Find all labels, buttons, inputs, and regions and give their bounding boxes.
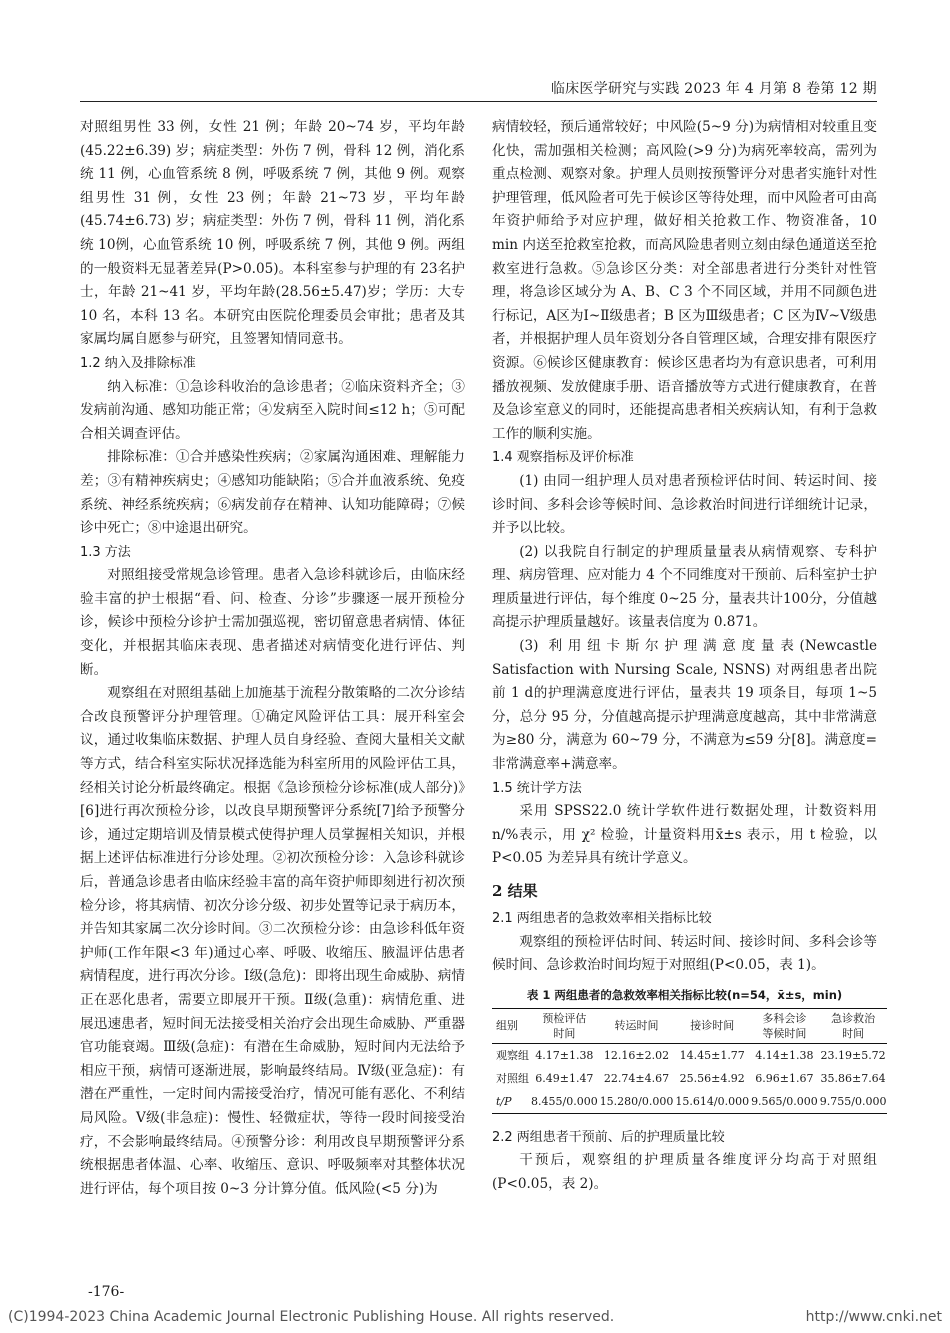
paragraph: 观察组在对照组基础上加施基于流程分散策略的二次分诊结合改良预警评分护理管理。①确定风险评估工具：展开科室会议，通过收集临床数据、护理人员自身经验、查阅大量相关文献等方式，结合科室实际状况择选能为科室所用的风险评估工具，经相关讨论分析最终确定。根据《急诊预检分诊标准(成人部分)》[6]进行再次预检分诊，以改良早期预警评分系统[7]给予预警分诊，通过定期培训及情景模式使得护理人员掌握相关知识，并根据上述评估标准进行分诊处理。②初次预检分诊：入急诊科就诊后，普通急诊患者由临床经验丰富的高年资护师即刻进行初次预检分诊，将其病情、初次分诊分级、初步处置等记录于病历本，并告知其家属二次分诊时间。③二次预检分诊：由急诊科低年资护师(工作年限<3 年)通过心率、呼吸、收缩压、腋温评估患者病情程度，进行再次分诊。Ⅰ级(急危)：即将出现生命威胁、病情正在恶化患者，需要立即展开干预。Ⅱ级(急重)：病情危重、进展迅速患者，短时间无法接受相关治疗会出现生命威胁、严重器官功能衰竭。Ⅲ级(急症)：有潜在生命威胁，短时间内无法给予相应干预，病情可逐渐进展，影响最终结局。Ⅳ级(亚急症)：有潜在严重性，一定时间内需接受治疗，情况可能有恶化、不利结局风险。Ⅴ级(非急症)：慢性、轻微症状，等待一段时间接受治疗，不会影响最终结局。④预警分诊：利用改良早期预警评分系统根据患者体温、心率、收缩压、意识、呼吸频率对其整体状况进行评估，每个项目按 0~3 分计算分值。低风险(<5 分)为: [80, 685, 465, 1197]
section-heading-2-2: 2.2 两组患者干预前、后的护理质量比较: [492, 1129, 725, 1145]
copyright-notice: (C)1994-2023 China Academic Journal Electronic Publishing House. All rights reserved.: [8, 1309, 615, 1325]
table-cell: 12.16±2.02: [603, 1048, 670, 1062]
table-cell: 8.455/0.000: [530, 1090, 599, 1114]
table-row: [492, 1090, 887, 1114]
table-row: [492, 1043, 887, 1067]
paragraph: 观察组的预检评估时间、转运时间、接诊时间、多科会诊等候时间、急诊救治时间均短于对照组(P<0.05，表 1)。: [492, 933, 877, 974]
table-cell: 23.19±5.72: [820, 1048, 886, 1062]
table-header-cell: 多科会诊 等候时间: [750, 1008, 819, 1043]
table-cell: 对照组: [496, 1071, 529, 1085]
table-header-cell: 转运时间: [599, 1008, 675, 1043]
paragraph: 对照组男性 33 例，女性 21 例；年龄 20~74 岁，平均年龄(45.22±6.39) 岁；病症类型：外伤 7 例，骨科 12 例，消化系统 11 例，心血管系统 8 例，呼吸系统 7 例，其他 9 例。观察组男性 31 例，女性 23 例；年龄 21~73 岁，平均年龄(45.74±6.73) 岁；病症类型：外伤 7 例，骨科 11 例，消化系统 10例，心血管系统 10 例，呼吸系统 7 例，其他 9 例。两组的一般资料无显著差异(P>0.05)。本科室参与护理的有 23名护士，年龄 21~41 岁，平均年龄(28.56±5.47)岁；学历：大专 10 名，本科 13 名。本研究由医院伦理委员会审批；患者及其家属均属自愿参与研究，且签署知情同意书。: [80, 119, 465, 348]
table-cell: 6.96±1.67: [755, 1071, 814, 1085]
section-heading-1-2: 1.2 纳入及排除标准: [80, 355, 196, 371]
table-header-cell: 组别: [492, 1008, 530, 1043]
table-cell: 9.755/0.000: [819, 1090, 888, 1114]
section-heading-2-1: 2.1 两组患者的急救效率相关指标比较: [492, 911, 712, 926]
paragraph: 采用 SPSS22.0 统计学软件进行数据处理，计数资料用 n/%表示，用 χ² 检验，计量资料用x̄±s 表示，用 t 检验，以 P<0.05 为差异具有统计学意义。: [492, 803, 877, 867]
paragraph: (2) 以我院自行制定的护理质量量表从病情观察、专科护理、病房管理、应对能力 4 个不同维度对干预前、后科室护士护理质量进行评估，每个维度 0~25 分，量表共计100分，分值越高提示护理质量越好。该量表信度为 0.871。: [492, 543, 877, 631]
table-header-cell: 急诊救治 时间: [819, 1008, 888, 1043]
data-table: [492, 1008, 887, 1114]
paragraph: 排除标准：①合并感染性疾病；②家属沟通困难、理解能力差；③有精神疾病史；④感知功能缺陷；⑤合并血液系统、免疫系统、神经系统疾病；⑥病发前存在精神、认知功能障碍；⑦候诊中死亡；⑧中途退出研究。: [80, 449, 465, 537]
footer-link[interactable]: http://www.cnki.net: [805, 1309, 942, 1325]
table-cell: 15.280/0.000: [599, 1090, 675, 1114]
table-cell: 观察组: [496, 1048, 529, 1062]
table-cell: 4.17±1.38: [535, 1048, 594, 1062]
table-cell: 14.45±1.77: [679, 1048, 745, 1062]
left-column: [80, 116, 465, 1201]
page-number: -176-: [88, 1284, 125, 1300]
table-cell: 6.49±1.47: [535, 1071, 594, 1085]
table-cell: 9.565/0.000: [750, 1090, 819, 1114]
section-heading-2: 2 结果: [492, 882, 538, 900]
table-row: [492, 1067, 887, 1090]
table-cell: 4.14±1.38: [755, 1048, 814, 1062]
header-rule: [80, 101, 877, 102]
paragraph: 纳入标准：①急诊科收治的急诊患者；②临床资料齐全；③发病前沟通、感知功能正常；④发病至入院时间≤12 h；⑤可配合相关调查评估。: [80, 378, 465, 442]
table-cell: 35.86±7.64: [820, 1071, 886, 1085]
paragraph: 病情较轻，预后通常较好；中风险(5~9 分)为病情相对较重且变化快，需加强相关检测；高风险(>9 分)为病死率较高，需列为重点检测、观察对象。护理人员则按预警评分对患者实施针对性护理管理，低风险者可先于候诊区等待处理，而中风险者可由高年资护师给予对应护理，做好相关抢救工作、物资准备，10 min 内送至抢救室抢救，而高风险患者则立刻由绿色通道送至抢救室进行急救。⑤急诊区分类：对全部患者进行分类针对性管理，将急诊区域分为 A、B、C 3 个不同区域，并用不同颜色进行标记，A区为Ⅰ~Ⅱ级患者；B 区为Ⅲ级患者；C 区为Ⅳ~Ⅴ级患者，并根据护理人员年资划分各自管理区域，合理安排有限医疗资源。⑥候诊区健康教育：候诊区患者均为有意识患者，可利用播放视频、发放健康手册、语音播放等方式进行健康教育，在普及急诊室意义的同时，还能提高患者相关疾病认知，有利于急救工作的顺利实施。: [492, 119, 877, 442]
journal-header: 临床医学研究与实践 2023 年 4 月第 8 卷第 12 期: [550, 81, 877, 97]
paragraph: 干预后，观察组的护理质量各维度评分均高于对照组(P<0.05，表 2)。: [492, 1152, 877, 1192]
table-cell: 15.614/0.000: [674, 1090, 750, 1114]
table-caption: 表 1 两组患者的急救效率相关指标比较(n=54，x̄±s，min): [526, 987, 843, 1002]
table-header-cell: 接诊时间: [674, 1008, 750, 1043]
table-cell: 22.74±4.67: [603, 1071, 670, 1085]
section-heading-1-3: 1.3 方法: [80, 544, 131, 560]
paragraph: 对照组接受常规急诊管理。患者入急诊科就诊后，由临床经验丰富的护士根据“看、问、检查、分诊”步骤逐一展开预检分诊，候诊中预检分诊护士需加强巡视，密切留意患者病情、体征变化，并根据其临床表现、患者描述对病情变化进行评估、判断。: [80, 567, 465, 678]
paragraph: (1) 由同一组护理人员对患者预检评估时间、转运时间、接诊时间、多科会诊等候时间、急诊救治时间进行详细统计记录，并予以比较。: [492, 472, 877, 537]
right-column: [492, 116, 887, 1197]
section-heading-1-4: 1.4 观察指标及评价标准: [492, 450, 634, 466]
paragraph: (3) 利用纽卡斯尔护理满意度量表(Newcastle Satisfaction with Nursing Scale, NSNS) 对两组患者出院前 1 d的护理满意度进行评估，量表共 19 项条目，每项 1~5 分，总分 95 分，分值越高提示护理满意度越高，其中非常满意为≥80 分，满意为 60~79 分，不满意为≤59 分[8]。满意度=非常满意率+满意率。: [492, 638, 877, 773]
section-heading-1-5: 1.5 统计学方法: [492, 780, 582, 796]
table-header-row: [492, 1008, 887, 1043]
table-cell: t/P: [492, 1090, 530, 1114]
table-header-cell: 预检评估 时间: [530, 1008, 599, 1043]
table-cell: 25.56±4.92: [679, 1071, 745, 1085]
